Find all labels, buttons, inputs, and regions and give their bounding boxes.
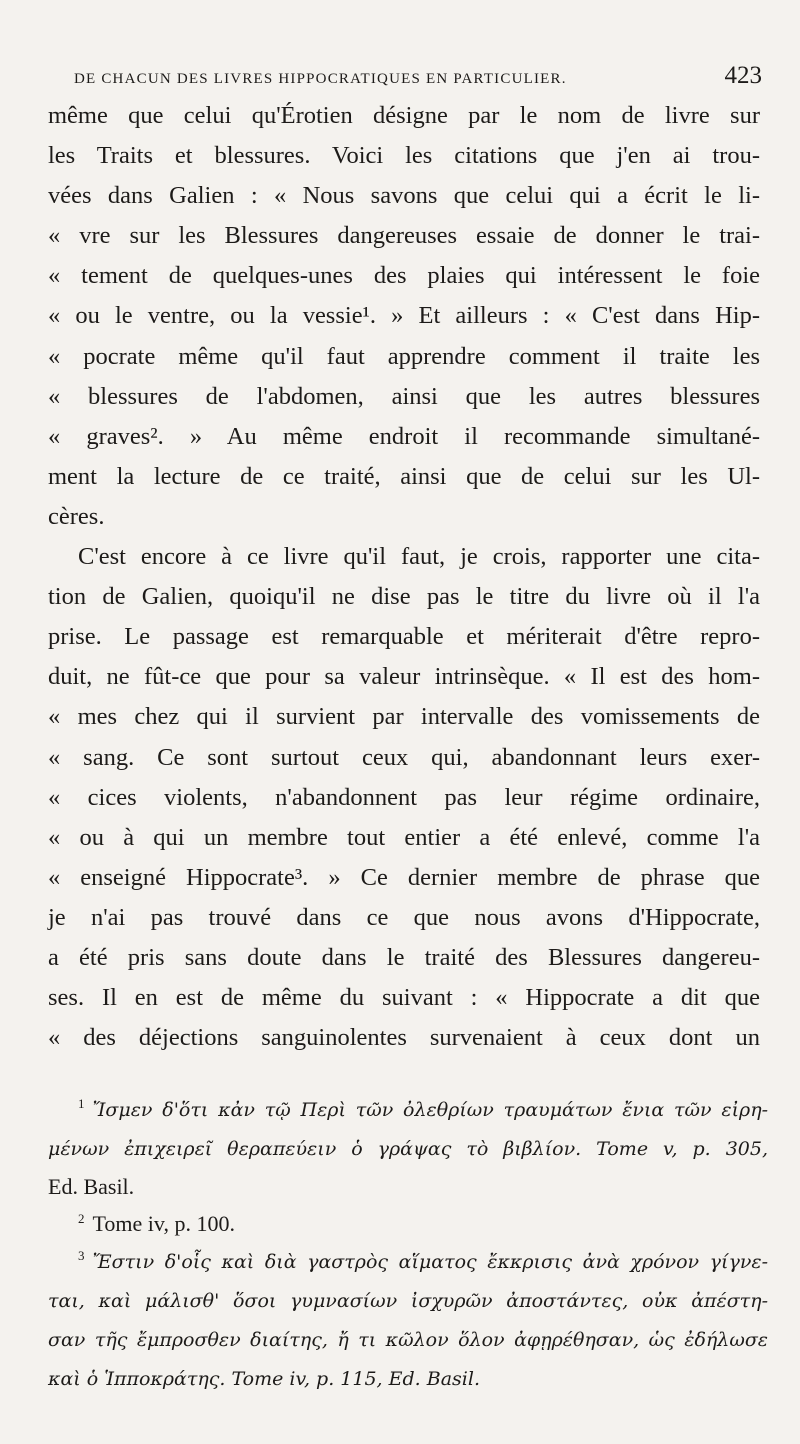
footnote-line: Ed. Basil. <box>48 1174 135 1199</box>
body-line: cères. <box>48 502 105 530</box>
footnote-text: Ἴσμεν δ'ὅτι κἀν τῷ Περὶ τῶν ὀλεθρίων τραυμάτων ἔνια τῶν εἰρη- <box>92 1099 768 1121</box>
body-line: « pocrate même qu'il faut apprendre comment il traite les <box>48 342 760 370</box>
footnote-text: μένων ἐπιχειρεῖ θεραπεύειν ὁ γράψας τὸ βιβλίον. Tome v, p. 305, <box>48 1138 768 1160</box>
footnote-line <box>48 1320 768 1359</box>
page-header <box>74 62 762 92</box>
body-line: a été pris sans doute dans le traité des Blessures dangereu- <box>48 943 760 971</box>
body-line: « vre sur les Blessures dangereuses essaie de donner le trai- <box>48 222 760 250</box>
body-line: C'est encore à ce livre qu'il faut, je crois, rapporter une cita- <box>78 543 760 571</box>
page-number: 423 <box>724 62 762 89</box>
body-line: « ou le ventre, ou la vessie¹. » Et ailleurs : « C'est dans Hip- <box>48 302 760 330</box>
body-text <box>48 96 760 1058</box>
body-line: ses. Il en est de même du suivant : « Hippocrate a dit que <box>48 984 760 1012</box>
footnote-text: ται, καὶ μάλισθ' ὅσοι γυμνασίων ἰσχυρῶν ἀποστάντες, οὐκ ἀπέστη- <box>48 1290 768 1312</box>
footnote-line <box>48 1359 768 1398</box>
footnote-text: Ἔστιν δ'οἷς καὶ διὰ γαστρὸς αἵματος ἔκκρισις ἀνὰ χρόνον γίγνε- <box>92 1251 768 1273</box>
body-line: « cices violents, n'abandonnent pas leur régime ordinaire, <box>48 783 760 811</box>
body-line: « mes chez qui il survient par intervalle des vomissements de <box>48 703 760 731</box>
footnote-3 <box>48 1242 768 1281</box>
footnote-number: 2 <box>78 1210 85 1226</box>
body-line: « blessures de l'abdomen, ainsi que les autres blessures <box>48 382 760 410</box>
footnote-line <box>48 1129 768 1168</box>
body-line: « tement de quelques-unes des plaies qui intéressent le foie <box>48 262 760 290</box>
body-line: « enseigné Hippocrate³. » Ce dernier membre de phrase que <box>48 863 760 891</box>
body-line: même que celui qu'Érotien désigne par le nom de livre sur <box>48 102 760 129</box>
footnote-line <box>48 1281 768 1320</box>
body-line: « ou à qui un membre tout entier a été enlevé, comme l'a <box>48 823 760 851</box>
body-line: ment la lecture de ce traité, ainsi que de celui sur les Ul- <box>48 462 760 490</box>
footnote-text: Tome iv, p. 100. <box>92 1211 235 1236</box>
body-line: « des déjections sanguinolentes survenaient à ceux dont un <box>48 1024 760 1052</box>
body-line: « graves². » Au même endroit il recommande simultané- <box>48 422 760 450</box>
body-line: duit, ne fût-ce que pour sa valeur intrinsèque. « Il est des hom- <box>48 663 760 691</box>
body-line: « sang. Ce sont surtout ceux qui, abandonnant leurs exer- <box>48 743 760 771</box>
footnote-text: καὶ ὁ Ἱπποκράτης. Tome iv, p. 115, Ed. Basil. <box>48 1368 480 1390</box>
body-line: prise. Le passage est remarquable et mériterait d'être repro- <box>48 623 760 651</box>
body-line: vées dans Galien : « Nous savons que celui qui a écrit le li- <box>48 182 760 210</box>
footnote-1 <box>48 1090 768 1129</box>
footnote-number: 1 <box>78 1095 85 1111</box>
body-line: je n'ai pas trouvé dans ce que nous avons d'Hippocrate, <box>48 903 760 931</box>
footnote-number: 3 <box>78 1247 85 1263</box>
footnotes <box>48 1090 768 1398</box>
body-line: les Traits et blessures. Voici les citations que j'en ai trou- <box>48 142 760 170</box>
running-head: DE CHACUN DES LIVRES HIPPOCRATIQUES EN PARTICULIER. <box>74 71 567 87</box>
footnote-text: σαν τῆς ἔμπροσθεν διαίτης, ἤ τι κῶλον ὅλον ἀφῃρέθησαν, ὡς ἐδήλωσε <box>48 1329 768 1351</box>
footnote-2 <box>48 1205 768 1242</box>
body-line: tion de Galien, quoiqu'il ne dise pas le titre du livre où il l'a <box>48 583 760 611</box>
